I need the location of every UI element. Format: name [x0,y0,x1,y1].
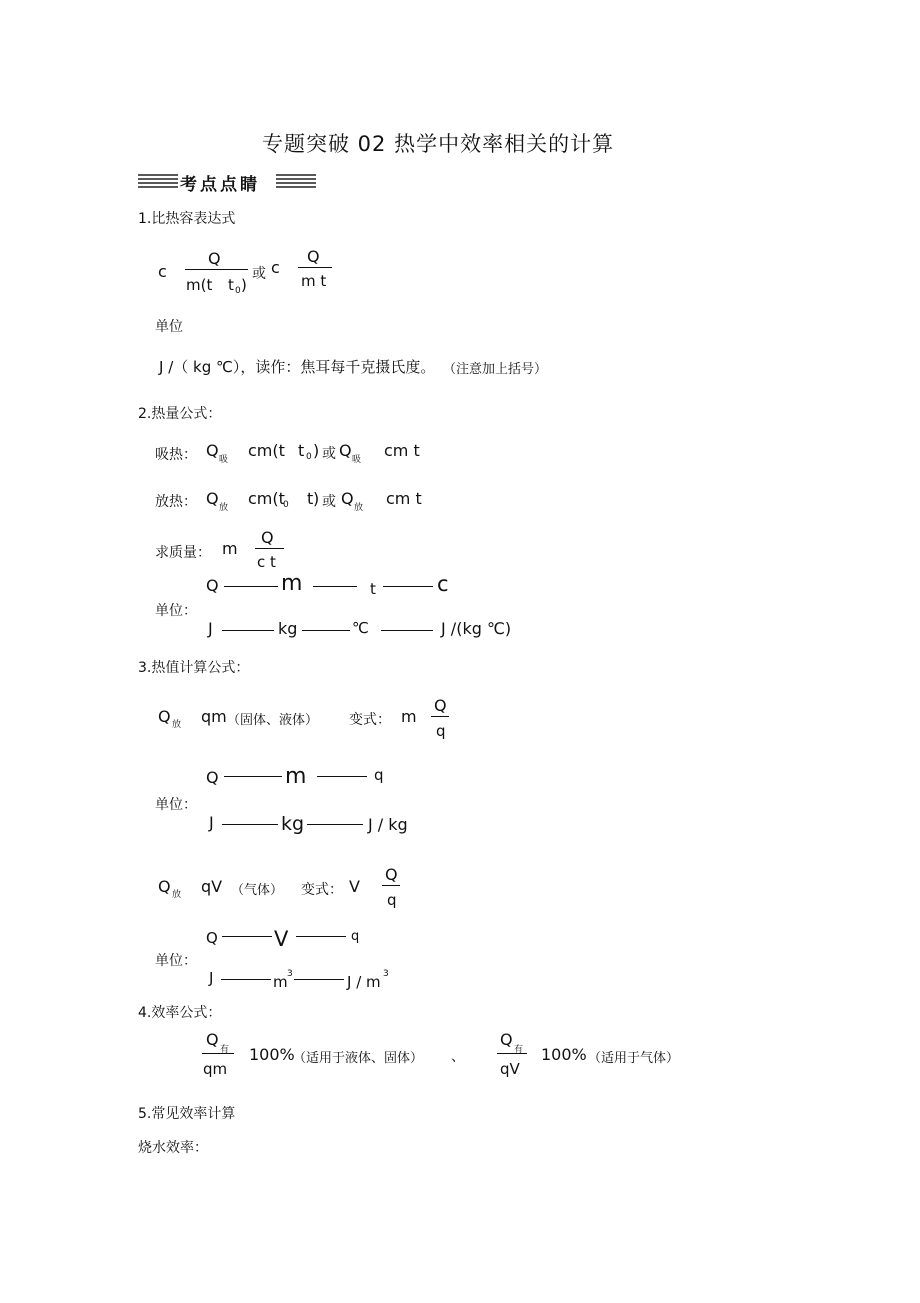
release-Q2: Q [341,489,354,508]
release-Q: Q [206,489,219,508]
s3-frac2-den: q [387,891,397,909]
u3a-bot-0: J [209,813,214,832]
u3b-bot-1-sup: 3 [287,969,293,979]
u3b-top-0: Q [206,929,218,947]
release-label: 放热： [155,494,197,510]
release-sub2: 放 [354,503,364,513]
s3-f2-note: （气体） [231,883,284,898]
s3-Q2: Q [158,877,171,896]
unit-label-1: 单位 [155,319,183,335]
u3b-top-line-1 [222,936,272,937]
eff2-Q: Q [500,1030,513,1049]
section-5-sub: 烧水效率： [138,1140,208,1156]
unit-label-4: 单位： [155,953,197,969]
absorb-Q2: Q [339,441,352,460]
release-f4: cm t [386,489,422,508]
s3-f2: qV [201,877,223,896]
absorb-f2: t [298,441,305,460]
u3b-bot-2-sup: 3 [383,969,389,979]
u2-bot-1: kg [278,619,298,638]
u3a-bot-line-2 [307,824,363,825]
absorb-Q: Q [206,441,219,460]
u2-top-0: Q [206,576,219,595]
unit-note: （注意加上括号） [443,362,548,377]
release-or: 或 [322,494,336,510]
eff1-pct: 100% [249,1045,295,1064]
s3-m: m [401,707,417,726]
fraction-1-den-b: t [228,276,234,294]
mass-label: 求质量： [155,545,211,561]
u3a-bot-2: J / kg [368,815,408,834]
unit-label-3: 单位： [155,797,197,813]
fraction-1-numerator: Q [208,249,221,268]
s3-frac2-num: Q [385,865,398,884]
u2-bot-0: J [208,619,213,638]
release-f2: t [307,489,314,508]
u2-top-line-1 [224,586,278,587]
absorb-f3: ) [313,441,320,460]
s3-sub1: 放 [172,720,182,730]
u3a-top-line-2 [317,776,367,777]
absorb-sub2: 吸 [352,455,362,465]
mass-bar [255,548,284,549]
section-2-heading: 2.热量公式： [138,406,222,422]
or-text: 或 [252,266,266,282]
section-1-heading: 1.比热容表达式 [138,211,236,227]
s3-f1: qm [201,707,227,726]
eff2-pct: 100% [541,1045,587,1064]
eff2-sub: 有 [514,1045,524,1055]
u3b-bot-line-1 [221,979,271,980]
fraction-1-den-c: ) [241,276,247,294]
s3-V: V [349,877,360,896]
mass-denominator: c t [257,553,276,571]
s3-frac1-num: Q [434,696,447,715]
fraction-2-bar [298,267,332,268]
u3b-bot-line-2 [294,979,344,980]
absorb-f1: cm(t [248,441,285,460]
section-3-heading: 3.热值计算公式： [138,660,250,676]
u2-bot-line-3 [381,630,433,631]
mass-numerator: Q [261,528,274,547]
absorb-f4: cm t [384,441,420,460]
u2-bot-3: J /(kg ℃) [441,619,512,638]
u2-top-1: m [281,571,303,596]
section-4-heading: 4.效率公式： [138,1005,222,1021]
eff1-sub: 有 [220,1045,230,1055]
fraction-1-den-a: m(t [186,276,213,294]
s3-var-label-1: 变式： [349,712,391,728]
u3b-bot-2: J / m [347,973,381,991]
release-sub: 放 [219,503,229,513]
u3a-bot-1: kg [281,813,305,835]
u3b-bot-0: J [209,969,214,987]
u3b-top-1: V [274,927,289,951]
release-f1: cm(t [248,489,285,508]
absorb-sub0: 0 [306,452,312,462]
s3-frac2-bar [382,885,400,886]
eff1-den: qm [203,1060,228,1078]
absorb-label: 吸热： [155,447,197,463]
u3b-bot-1: m [273,973,288,991]
eff1-Q: Q [206,1030,219,1049]
s3-var-label-2: 变式： [301,882,343,898]
eff2-note: （适用于气体） [588,1051,680,1066]
u2-top-3: c [437,572,449,596]
mass-m: m [222,539,238,558]
s3-f1-note: （固体、液体） [227,713,319,728]
u3a-top-line-1 [224,776,282,777]
fraction-2-denominator: m t [301,272,327,290]
u2-bot-line-2 [302,630,350,631]
s3-sub2: 放 [172,890,182,900]
formula-c: c [158,262,167,281]
fraction-1-den-sub: 0 [235,286,241,296]
unit-label-2: 单位： [155,603,197,619]
eff1-bar [202,1053,234,1054]
formula-c2: c [271,258,280,277]
page-title: 专题突破 02 热学中效率相关的计算 [262,132,615,156]
section-5-heading: 5.常见效率计算 [138,1106,236,1122]
release-f3: ) [313,489,320,508]
absorb-or: 或 [322,446,336,462]
banner-text: 考点点睛 [178,170,262,195]
u3a-top-1: m [285,764,307,789]
eff1-note: （适用于液体、固体） [293,1051,424,1066]
u2-top-line-3 [383,586,433,587]
s3-frac1-den: q [436,722,446,740]
u3a-top-0: Q [206,768,219,787]
release-sub0: 0 [283,500,289,510]
u2-bot-line-1 [222,630,274,631]
s3-Q1: Q [158,707,171,726]
s3-frac1-bar [431,716,449,717]
eff2-bar [497,1053,527,1054]
u2-bot-2: ℃ [352,619,369,637]
section-banner [138,171,316,195]
u3a-bot-line-1 [222,824,278,825]
eff-separator: 、 [451,1049,465,1065]
absorb-sub: 吸 [219,455,229,465]
fraction-2-numerator: Q [307,247,320,266]
u2-top-2: t [370,580,376,598]
u3b-top-2: q [351,929,360,944]
eff2-den: qV [500,1060,520,1078]
u3b-top-line-2 [296,936,346,937]
unit-text-1: J /（ kg ℃），读作：焦耳每千克摄氏度。 [159,358,436,376]
fraction-1-bar [185,269,248,270]
u3a-top-2: q [374,766,384,784]
u2-top-line-2 [313,586,357,587]
